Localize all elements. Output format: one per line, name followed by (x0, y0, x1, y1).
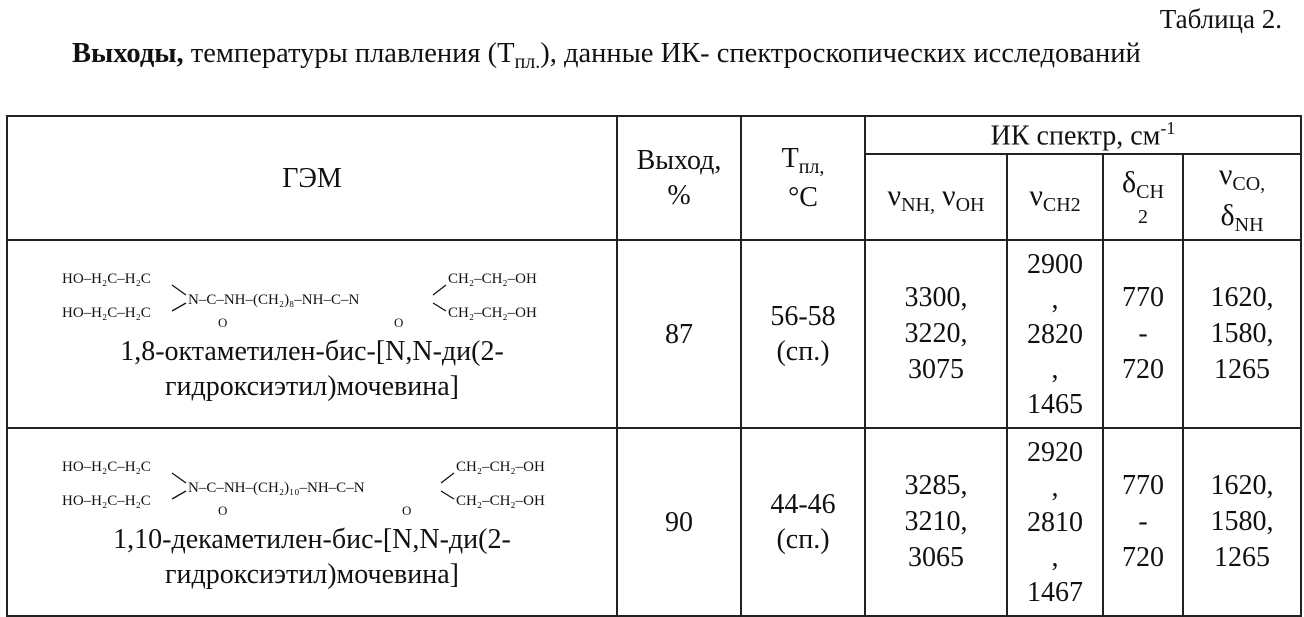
yield-cell: 90 (617, 428, 741, 616)
svg-text:HO–H₂C–H₂C: HO–H₂C–H₂C (62, 492, 151, 509)
data-table (6, 115, 1302, 617)
svg-text:CH₂–CH₂–OH: CH₂–CH₂–OH (448, 270, 537, 287)
svg-text:CH₂–CH₂–OH: CH₂–CH₂–OH (448, 304, 537, 321)
header-nu-nh-oh: $\nu_{NH,}$ $\nu_{OH}$ (865, 154, 1007, 240)
header-gem: ГЭМ (7, 116, 617, 240)
table-row (7, 240, 1301, 428)
svg-text:HO–H₂C–H₂C: HO–H₂C–H₂C (62, 304, 151, 321)
title-rest: температуры плавления (Т (183, 38, 515, 69)
compound-name-line2: гидроксиэтил)мочевина] (164, 559, 459, 591)
structural-formula (62, 453, 562, 521)
nu-co-cell: 1620, 1580, 1265 (1183, 240, 1301, 428)
table-title (72, 38, 1141, 74)
tmelt-cell: 56-58 (сп.) (741, 240, 865, 428)
svg-text:CH₂–CH₂–OH: CH₂–CH₂–OH (456, 492, 545, 509)
title-sub: пл. (514, 51, 541, 73)
svg-text:N–C–NH–(CH₂)₈–NH–C–N: N–C–NH–(CH₂)₈–NH–C–N (188, 291, 360, 308)
yield-cell: 87 (617, 240, 741, 428)
nu-nh-oh-cell: 3300, 3220, 3075 (865, 240, 1007, 428)
svg-text:CH₂–CH₂–OH: CH₂–CH₂–OH (456, 458, 545, 475)
tmelt-cell: 44-46 (сп.) (741, 428, 865, 616)
header-nu-ch2: $\nu_{CH2}$ (1007, 154, 1103, 240)
delta-ch2-cell: 770 - 720 (1103, 428, 1183, 616)
header-row-1 (7, 116, 1301, 154)
svg-text:O: O (394, 314, 404, 330)
nu-ch2-cell: 2900 , 2820 , 1465 (1007, 240, 1103, 428)
nu-co-cell: 1620, 1580, 1265 (1183, 428, 1301, 616)
table-row (7, 428, 1301, 616)
compound-cell (7, 240, 617, 428)
compound-name-line1: 1,10-декаметилен-бис-[N,N-ди(2- (113, 523, 511, 555)
svg-text:O: O (218, 502, 228, 518)
title-bold: Выходы, (72, 38, 184, 69)
title-tail: ), данные ИК- спектроскопических исследований (540, 38, 1141, 69)
svg-text:HO–H₂C–H₂C: HO–H₂C–H₂C (62, 458, 151, 475)
compound-name-line1: 1,8-октаметилен-бис-[N,N-ди(2- (120, 335, 504, 367)
compound-cell (7, 428, 617, 616)
header-delta-ch2: $\delta_{CH}$ 2 (1103, 154, 1183, 240)
svg-text:O: O (218, 314, 228, 330)
svg-text:HO–H₂C–H₂C: HO–H₂C–H₂C (62, 270, 151, 287)
header-yield: Выход, % (617, 116, 741, 240)
compound-name-line2: гидроксиэтил)мочевина] (164, 371, 459, 403)
svg-text:N–C–NH–(CH₂)₁₀–NH–C–N: N–C–NH–(CH₂)₁₀–NH–C–N (188, 479, 365, 496)
table-label: Таблица 2. (1159, 4, 1282, 34)
nu-ch2-cell: 2920 , 2810 , 1467 (1007, 428, 1103, 616)
header-ir: ИК спектр, $см^{-1}$ (865, 116, 1301, 154)
svg-text:O: O (402, 502, 412, 518)
delta-ch2-cell: 770 - 720 (1103, 240, 1183, 428)
header-nu-co: $\nu_{CO,}$ $\delta_{NH}$ (1183, 154, 1301, 240)
nu-nh-oh-cell: 3285, 3210, 3065 (865, 428, 1007, 616)
structural-formula (62, 265, 562, 333)
header-tmelt: $Т_{пл,}$ °С (741, 116, 865, 240)
